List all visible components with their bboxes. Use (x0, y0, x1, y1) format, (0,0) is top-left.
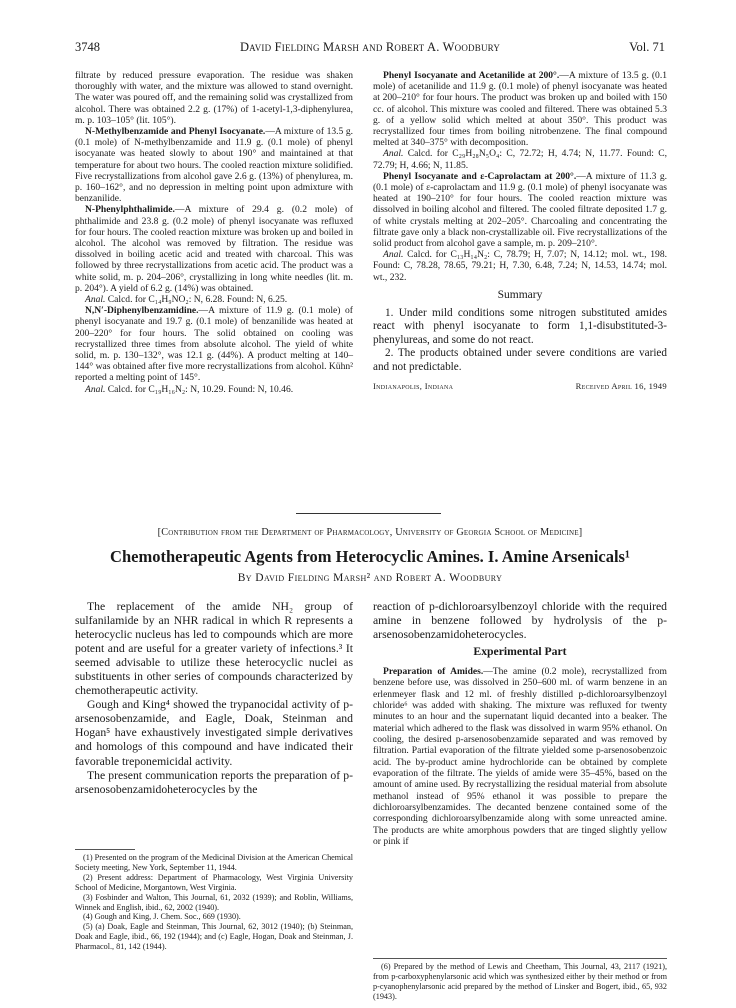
running-header (75, 40, 665, 56)
anal-label: Anal. (85, 294, 106, 306)
anal-label: Anal. (383, 249, 404, 261)
analysis-text: Calcd. for C₁₃H₁₄N₂: C, 78.79; H, 7.07; N, 14.12; mol. wt., 198. Found: C, 78.28, 78.65, 79.21; H, 7.30, 6.48, 7.24; N, 14.53, 14.74; mol. wt., 232. (373, 249, 667, 283)
location: Indianapolis, Indiana (373, 381, 454, 392)
footnote: (6) Prepared by the method of Lewis and Cheetham, This Journal, 43, 2117 (1921), from p-carboxyphenylarsonic acid which was synthesized either by their method or from p-cyanophenylarsonic acid prepared by the method of Linsker and Bogert, ibid., 65, 932 (1943). (373, 962, 667, 1001)
footnote-col2 (373, 958, 667, 1002)
contribution-line: [Contribution from the Department of Pharmacology, University of Georgia School of Medicine] (157, 527, 583, 538)
footnotes-col1 (75, 853, 353, 952)
summary-item: 2. The products obtained under severe conditions are varied and not predictable. (373, 347, 667, 373)
paragraph (75, 305, 353, 383)
summary-heading: Summary (497, 288, 543, 301)
anal-label: Anal. (383, 148, 404, 160)
signature-line (373, 381, 667, 393)
article-divider (296, 513, 441, 514)
paragraph (373, 171, 667, 249)
paragraph-text: —The amine (0.2 mole), recrystallized from benzene before use, was dissolved in 250–600 ml. of warm benzene in an erlenmeyer flask and 12 ml. of freshly distilled p-dichloroarsylbenzoyl chloride⁶ was added with shaking. The mixture was refluxed for twenty minutes to an hour and the supernatant liquid decanted into a beaker. The material which adhered to the flask was dissolved in warm 95% ethanol. On cooling, the desired p-arsenosobenzamide separated and was removed by filtration. Partial evaporation of the filtrate yielded some p-arsenosobenzoic acid. The by-product amine hydrochloride can be obtained by complete evaporation of the filtrate. The yields of amide were 35–45%, based on the amount of amine used. By recrystallizing the residual material from absolute methanol instead of 95% ethanol it was possible to prepare the dichloroarsylbenzamides. The decanted benzene contained some of the corresponding dichloroarsylbenzamide along with some unreacted amine. The products are white amorphous powders that are tinged slightly yellow or pink if (373, 666, 667, 848)
body-col1 (75, 600, 353, 797)
section-run-in-head: N-Phenylphthalimide. (85, 204, 175, 216)
body-paragraph: reaction of p-dichloroarsylbenzoyl chloride with the required amine in benzene followed by hydrolysis of the p-arsenosobenzamidoheterocycles. (373, 600, 667, 642)
paragraph: filtrate by reduced pressure evaporation. The residue was shaken thoroughly with water, and the mixture was allowed to stand overnight. The water was poured off, and the remaining solid was crystallized from alcohol. There was obtained 2.2 g. (17%) of 1-acetyl-1,3-diphenylurea, m. p. 103–105° (lit. 105°). (75, 70, 353, 126)
footnote-rule (75, 849, 135, 850)
analysis-text: Calcd. for C₁₄H₉NO₂: N, 6.28. Found: N, 6.25. (105, 294, 288, 306)
paragraph-text: —A mixture of 11.3 g. (0.1 mole) of ε-caprolactam and 11.9 g. (0.1 mole) of phenyl isocyanate was heated at 190–210° for four hours. The cooled reaction mixture was dissolved in boiling alcohol and filtered. The cooled filtrate deposited 1.7 g. of white crystals melting at 202–205°. Charcoaling and concentrating the filtrate gave only a black non-crystallizable oil. Five recrystallizations of the solid product from alcohol gave a sample, m. p. 209–210°. (373, 170, 667, 250)
footnote: (2) Present address: Department of Pharmacology, West Virginia University School of Medicine, Morgantown, West Virginia. (75, 872, 353, 892)
summary-block (373, 307, 667, 374)
experimental-text (373, 666, 667, 848)
analysis-line (75, 294, 353, 305)
body-col2 (373, 600, 667, 662)
experimental-heading: Experimental Part (473, 645, 567, 659)
paragraph-text: —A mixture of 13.5 g. (0.1 mole) of acetanilide and 11.9 g. (0.1 mole) of phenyl isocyanate was heated at 200–210° for four hours. The product was broken up and boiled with 150 cc. of alcohol. This mixture was cooled and filtered. There was obtained 5.3 g. of a yellow solid which melted at about 350°. This product was recrystallized four times from boiling nitrobenzene. The final compound melted at 340–375° with decomposition. (373, 70, 667, 149)
section-run-in-head: N-Methylbenzamide and Phenyl Isocyanate. (85, 126, 266, 138)
body-paragraph: Gough and King⁴ showed the trypanocidal activity of p-arsenosobenzamide, and Eagle, Doak, Steinman and Hogan⁵ have exhaustively investigated simple derivatives and homologs of this compound and have indicated their favorable treponemicidal activity. (75, 698, 353, 768)
anal-label: Anal. (85, 383, 106, 395)
paragraph (75, 126, 353, 204)
analysis-line (373, 249, 667, 283)
paragraph (75, 204, 353, 294)
page-number: 3748 (75, 40, 100, 54)
prev-article-col1 (75, 70, 353, 395)
summary-item: 1. Under mild conditions some nitrogen substituted amides react with phenyl isocyanate to form 1,1-disubstituted-3-phenylureas, and some do not react. (373, 307, 667, 346)
analysis-text: Calcd. for C₁₉H₁₆N₂: N, 10.29. Found: N, 10.46. (105, 383, 294, 395)
section-run-in-head: Phenyl Isocyanate and Acetanilide at 200°. (383, 70, 560, 81)
analysis-text: Calcd. for C₂₉H₂₈N₅O₄: C, 72.72; H, 4.74; N, 11.77. Found: C, 72.79; H, 4.66; N, 11.85. (373, 148, 667, 171)
article-title: Chemotherapeutic Agents from Heterocyclic Amines. I. Amine Arsenicals¹ (110, 547, 630, 566)
footnote: (3) Fosbinder and Walton, This Journal, 61, 2032 (1939); and Roblin, Williams, Winnek and English, ibid., 62, 2002 (1940). (75, 892, 353, 912)
section-run-in-head: Phenyl Isocyanate and ε-Caprolactam at 200°. (383, 170, 577, 182)
paragraph (373, 666, 667, 848)
footnote: (4) Gough and King, J. Chem. Soc., 669 (1930). (83, 912, 241, 922)
section-run-in-head: Preparation of Amides. (383, 666, 484, 677)
volume-label: Vol. 71 (629, 40, 665, 54)
section-run-in-head: N,N′-Diphenylbenzamidine. (85, 305, 199, 317)
received-date: Received April 16, 1949 (575, 381, 667, 392)
footnote: (5) (a) Doak, Eagle and Steinman, This Journal, 62, 3012 (1940); (b) Steinman, Doak and Eagle, ibid., 66, 192 (1944); and (c) Eagle, Hogan, Doak and Steinman, J. Pharmacol., 81, 142 (1944). (75, 922, 353, 952)
body-paragraph: The present communication reports the preparation of p-arsenosobenzamidoheterocycles by the (75, 768, 353, 796)
byline: By David Fielding Marsh² and Robert A. Woodbury (237, 572, 503, 584)
prev-article-col2 (373, 70, 667, 393)
analysis-line (373, 148, 667, 170)
body-paragraph: The replacement of the amide NH₂ group of sulfanilamide by an NHR radical in which R represents a heterocyclic nucleus has led to compounds which are more potent and are useful for a greater variety of infections.³ It seemed advisable to utilize these heterocyclic nuclei as substituents in other series of compounds characterized by chemotherapeutic activity. (75, 600, 353, 698)
analysis-line (75, 384, 353, 395)
running-authors: David Fielding Marsh and Robert A. Woodbury (239, 40, 501, 54)
paragraph-text: —A mixture of 29.4 g. (0.2 mole) of phthalimide and 23.8 g. (0.2 mole) of phenyl isocyanate was refluxed for four hours. The cooled reaction mixture was broken up and boiled in alcohol. The alcohol was removed by filtration. The residue was dissolved in boiling acetic acid and treated with charcoal. This was followed by three recrystallizations from acetic acid. The product was a white solid, m. p. 204–206°, crystallizing in long white needles (lit. m. p. 204°). A yield of 6.2 g. (14%) was obtained. (75, 204, 353, 294)
paragraph-text: —A mixture of 13.5 g. (0.1 mole) of N-methylbenzamide and 11.9 g. (0.1 mole) of phenyl isocyanate was heated slowly to about 190° and maintained at that temperature for about two hours. The cooled reaction mixture solidified. Five recrystallizations from alcohol gave 2.6 g. (13%) of phenylurea, m. p. 160–162°, and no depression in melting point upon admixture with benzanilide. (75, 126, 353, 205)
paragraph (373, 70, 667, 148)
footnote: (1) Presented on the program of the Medicinal Division at the American Chemical Society meeting, New York, September 11, 1944. (75, 853, 353, 872)
paragraph-text: —A mixture of 11.9 g. (0.1 mole) of phenyl isocyanate and 19.7 g. (0.1 mole) of benzanilide was heated at 200–220° for four hours. The solid obtained on cooling was recrystallized three times from absolute alcohol. The yield of white solid, m. p. 130–132°, was 12.1 g. (44%). A product melting at 140–144° was obtained after five more recrystallizations from alcohol. Kühn² reported a melting point of 145°. (75, 305, 353, 384)
